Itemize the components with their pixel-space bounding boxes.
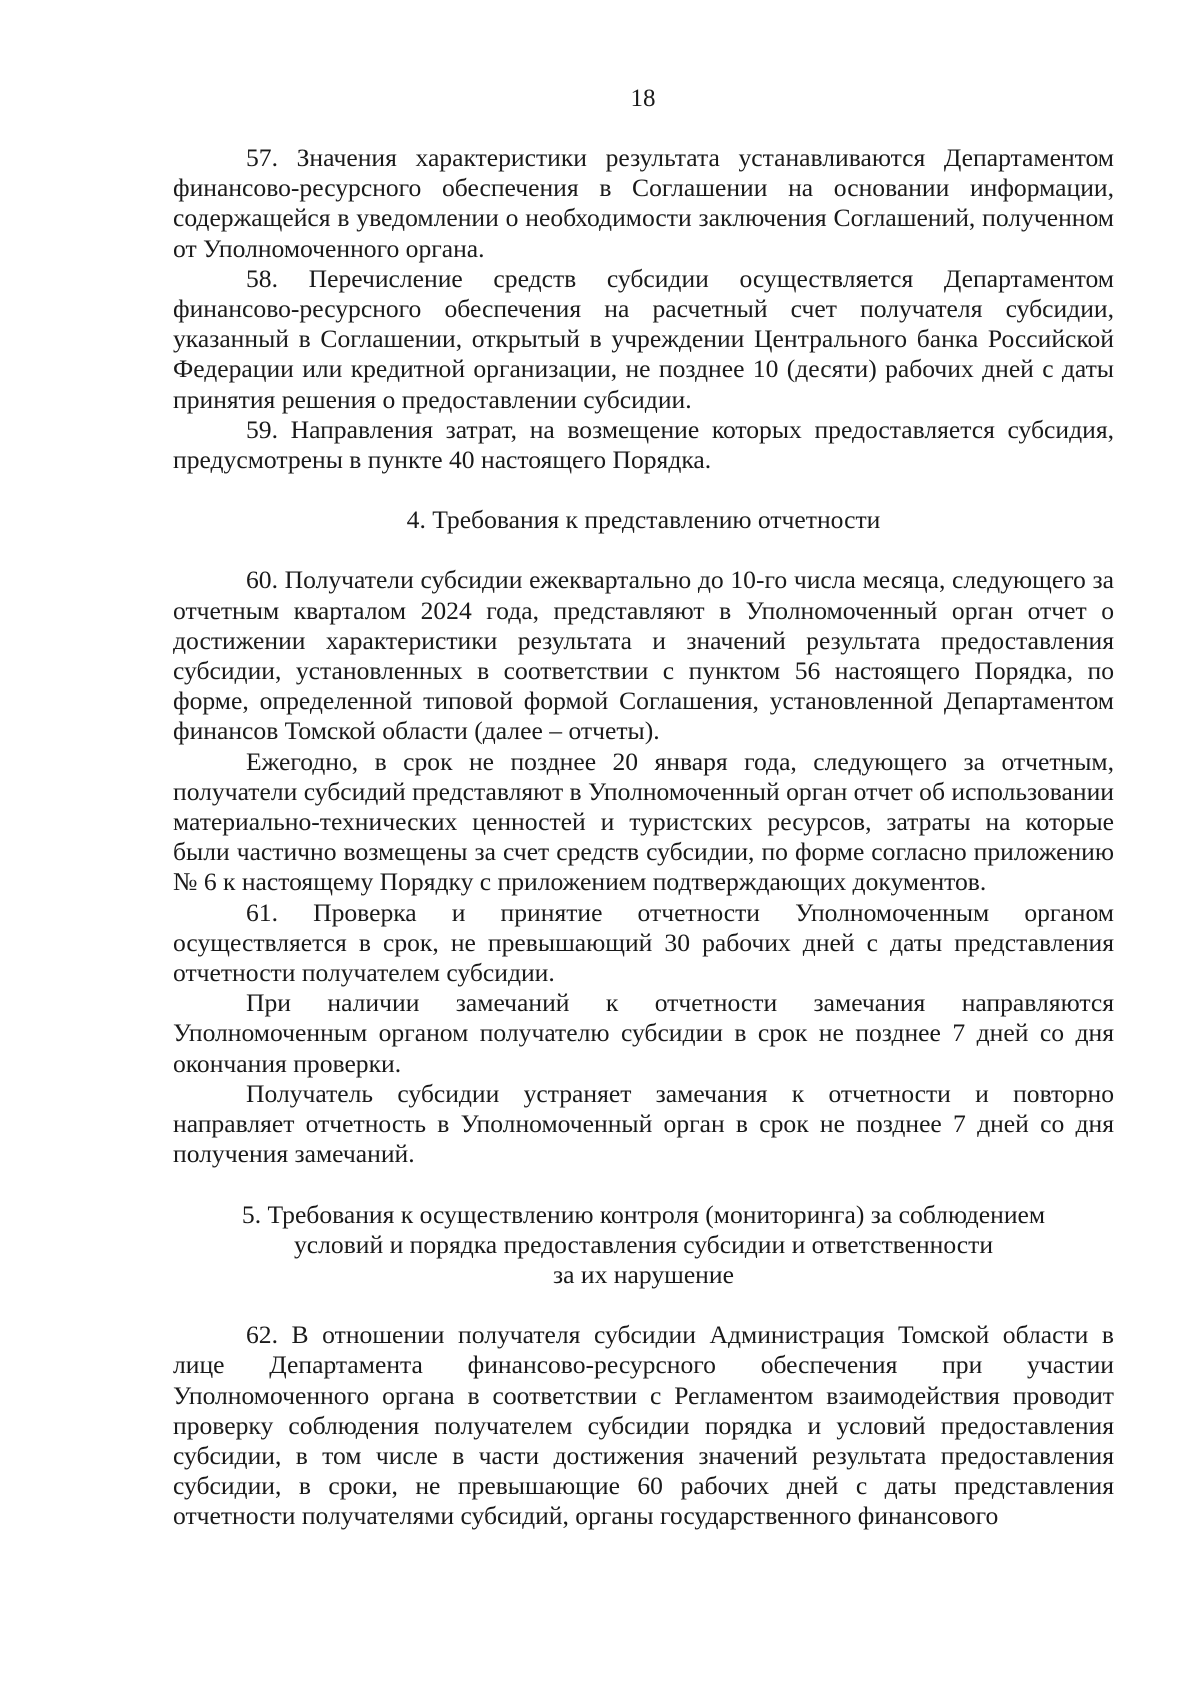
page-number: 18 — [630, 85, 656, 112]
section-heading-5-line-3: за их нарушение — [553, 1259, 734, 1289]
section-heading-5-line-2: условий и порядка предоставления субсидии и ответственности — [293, 1229, 994, 1259]
paragraph-60: 60. Получатели субсидии ежеквартально до 10-го числа месяца, следующего за отчетным кварталом 2024 года, представляют в Уполномоченный орган отчет о достижении характеристики результата и значений результата предоставления субсидии, установленных в соответствии с пунктом 56 настоящего Порядка, по форме, определенной типовой формой Соглашения, установленной Департаментом финансов Томской области (далее – отчеты). — [173, 565, 1114, 746]
section-heading-5-line-1: 5. Требования к осуществлению контроля (мониторинга) за соблюдением — [241, 1199, 1046, 1229]
paragraph-61: 61. Проверка и принятие отчетности Уполномоченным органом осуществляется в срок, не превышающий 30 рабочих дней с даты представления отчетности получателем субсидии. — [173, 897, 1114, 988]
document-body — [173, 143, 1114, 1532]
paragraph-57: 57. Значения характеристики результата устанавливаются Департаментом финансово-ресурсного обеспечения в Соглашении на основании информации, содержащейся в уведомлении о необходимости заключения Соглашений, полученном от Уполномоченного органа. — [173, 143, 1114, 263]
paragraph-58: 58. Перечисление средств субсидии осуществляется Департаментом финансово-ресурсного обеспечения на расчетный счет получателя субсидии, указанный в Соглашении, открытый в учреждении Центрального банка Российской Федерации или кредитной организации, не позднее 10 (десяти) рабочих дней с даты принятия решения о предоставлении субсидии. — [173, 263, 1114, 414]
paragraph-60-annual-report: Ежегодно, в срок не позднее 20 января года, следующего за отчетным, получатели субсидий представляют в Уполномоченный орган отчет об использовании материально-технических ценностей и туристских ресурсов, затраты на которые были частично возмещены за счет средств субсидии, по форме согласно приложению № 6 к настоящему Порядку с приложением подтверждающих документов. — [173, 746, 1114, 897]
paragraph-59: 59. Направления затрат, на возмещение которых предоставляется субсидия, предусмотрены в пункте 40 настоящего Порядка. — [173, 414, 1114, 475]
paragraph-62: 62. В отношении получателя субсидии Администрация Томской области в лице Департамента финансово-ресурсного обеспечения при участии Уполномоченного органа в соответствии с Регламентом взаимодействия проводит проверку соблюдения получателем субсидии порядка и условий предоставления субсидии, в том числе в части достижения значений результата предоставления субсидии, в сроки, не превышающие 60 рабочих дней с даты представления отчетности получателями субсидий, органы государственного финансового — [173, 1320, 1114, 1531]
section-heading-4: 4. Требования к представлению отчетности — [406, 505, 881, 535]
section-heading-5 — [173, 1200, 1114, 1291]
paragraph-61-remarks: При наличии замечаний к отчетности замечания направляются Уполномоченным органом получателю субсидии в срок не позднее 7 дней со дня окончания проверки. — [173, 988, 1114, 1078]
paragraph-61-corrections: Получатель субсидии устраняет замечания к отчетности и повторно направляет отчетность в Уполномоченный орган в срок не позднее 7 дней со дня получения замечаний. — [173, 1078, 1114, 1169]
